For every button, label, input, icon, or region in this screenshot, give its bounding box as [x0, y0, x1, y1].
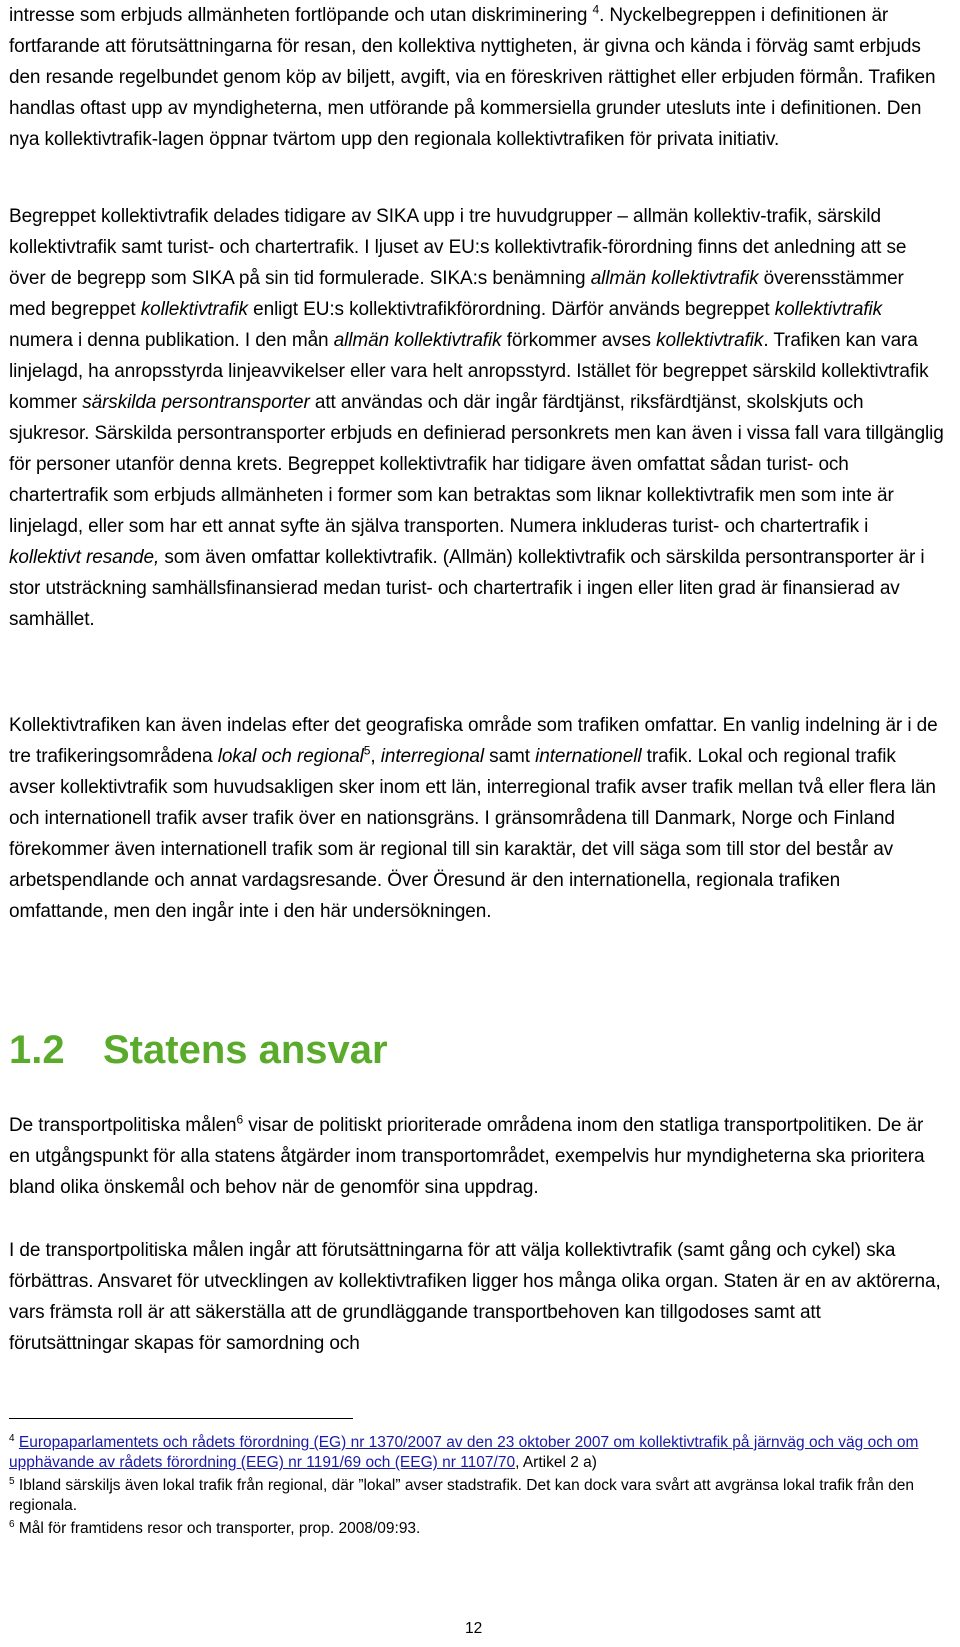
section-heading: [9, 1025, 388, 1075]
page-number: 12: [465, 1620, 483, 1637]
section-title: Statens ansvar: [103, 1028, 388, 1072]
footnote-6: $^6$ Mål för framtidens resor och transporter, prop. 2008/09:93.: [9, 1518, 421, 1537]
paragraph-geografiska: Kollektivtrafiken kan även indelas efter det geografiska område som trafiken omfattar. En vanlig indelning är i de tre trafikeringsområdena lokal och regional$^5$, interregional samt internationell trafik. Lokal och regional trafik avser kollektivtrafik som huvudsakligen sker inom ett län, interregional trafik avser trafik mellan två eller flera län och internationell trafik avser trafik över en nationsgräns. I gränsområdena till Danmark, Norge och Finland förekommer även internationell trafik som är regional till sin karaktär, det vill säga som till stor del består av arbetspendlande och annat vardagsresande. Över Öresund är den internationella, regionala trafiken omfattande, men den ingår inte i den här undersökningen.: [9, 715, 938, 922]
paragraph-definition: intresse som erbjuds allmänheten fortlöpande och utan diskriminering $^4$. Nyckelbegreppen i definitionen är fortfarande att förutsättningarna för resan, den kollektiva nyttigheten, är givna och kända i förväg samt erbjuds den resande regelbundet genom köp av biljett, avgift, via en föreskriven rättighet eller erbjuden förmån. Trafiken handlas oftast upp av myndigheterna, men utförande på kommersiella grunder utesluts inte i definitionen. Den nya kollektivtrafik-lagen öppnar tvärtom upp den regionala kollektivtrafiken för privata initiativ.: [9, 2, 936, 150]
footnote-ref-6[interactable]: 6: [236, 1112, 244, 1127]
footnote-divider: [9, 1418, 353, 1419]
paragraph-transportpolitiska-malen: De transportpolitiska målen$^6$ visar de politiskt prioriterade områdena inom den statliga transportpolitiken. De är en utgångspunkt för alla statens åtgärder inom transportområdet, exempelvis hur myndigheterna ska prioritera bland olika önskemål och behov när de genomför sina uppdrag.: [9, 1112, 925, 1198]
footnote-ref-5[interactable]: 5: [363, 743, 371, 758]
paragraph-ansvar: I de transportpolitiska målen ingår att förutsättningarna för att välja kollektivtrafik (samt gång och cykel) ska förbättras. Ansvaret för utvecklingen av kollektivtrafiken ligger hos många olika organ. Staten är en av aktörerna, vars främsta roll är att säkerställa att de grundläggande transportbehoven kan tillgodoses samt att förutsättningar skapas för samordning och: [9, 1240, 941, 1354]
footnote-ref-4[interactable]: 4: [592, 2, 600, 17]
footnote-5: $^5$ Ibland särskiljs även lokal trafik från regional, där ”lokal” avser stadstrafik. Det kan dock vara svårt att avgränsa lokal trafik från den regionala.: [9, 1475, 914, 1514]
footnote-4-link[interactable]: Europaparlamentets och rådets förordning (EG) nr 1370/2007 av den 23 oktober 2007 om kollektivtrafik på järnväg och väg och om upphävande av rådets förordning (EEG) nr 1191/69 och (EEG) nr 1107/70: [9, 1434, 919, 1471]
paragraph-begreppet: Begreppet kollektivtrafik delades tidigare av SIKA upp i tre huvudgrupper – allmän kollektiv-trafik, särskild kollektivtrafik samt turist- och chartertrafik. I ljuset av EU:s kollektivtrafik-förordning finns det anledning att se över de begrepp som SIKA på sin tid formulerade. SIKA:s benämning allmän kollektivtrafik överensstämmer med begreppet kollektivtrafik enligt EU:s kollektivtrafikförordning. Därför används begreppet kollektivtrafik numera i denna publikation. I den mån allmän kollektivtrafik förkommer avses kollektivtrafik. Trafiken kan vara linjelagd, ha anropsstyrda linjeavvikelser eller vara helt anropsstyrd. Istället för begreppet särskild kollektivtrafik kommer särskilda persontransporter att användas och där ingår färdtjänst, riksfärdtjänst, skolskjuts och sjukresor. Särskilda persontransporter erbjuds en definierad personkrets men kan även i vissa fall vara tillgänglig för personer utanför denna krets. Begreppet kollektivtrafik har tidigare även omfattat sådan turist- och chartertrafik som erbjuds allmänheten i former som kan betraktas som liknar kollektivtrafik men som inte är linjelagd, eller som har ett annat syfte än själva transporten. Numera inkluderas turist- och chartertrafik i kollektivt resande, som även omfattar kollektivtrafik. (Allmän) kollektivtrafik och särskilda persontransporter är i stor utsträckning samhällsfinansierad medan turist- och chartertrafik i ingen eller liten grad är finansierad av samhället.: [9, 206, 944, 630]
footnotes: [9, 1433, 939, 1542]
footnote-4: $^4$ Europaparlamentets och rådets förordning (EG) nr 1370/2007 av den 23 oktober 2007 om kollektivtrafik på järnväg och väg och om upphävande av rådets förordning (EEG) nr 1191/69 och (EEG) nr 1107/70, Artikel 2 a): [9, 1432, 919, 1471]
section-number: 1.2: [9, 1028, 65, 1072]
